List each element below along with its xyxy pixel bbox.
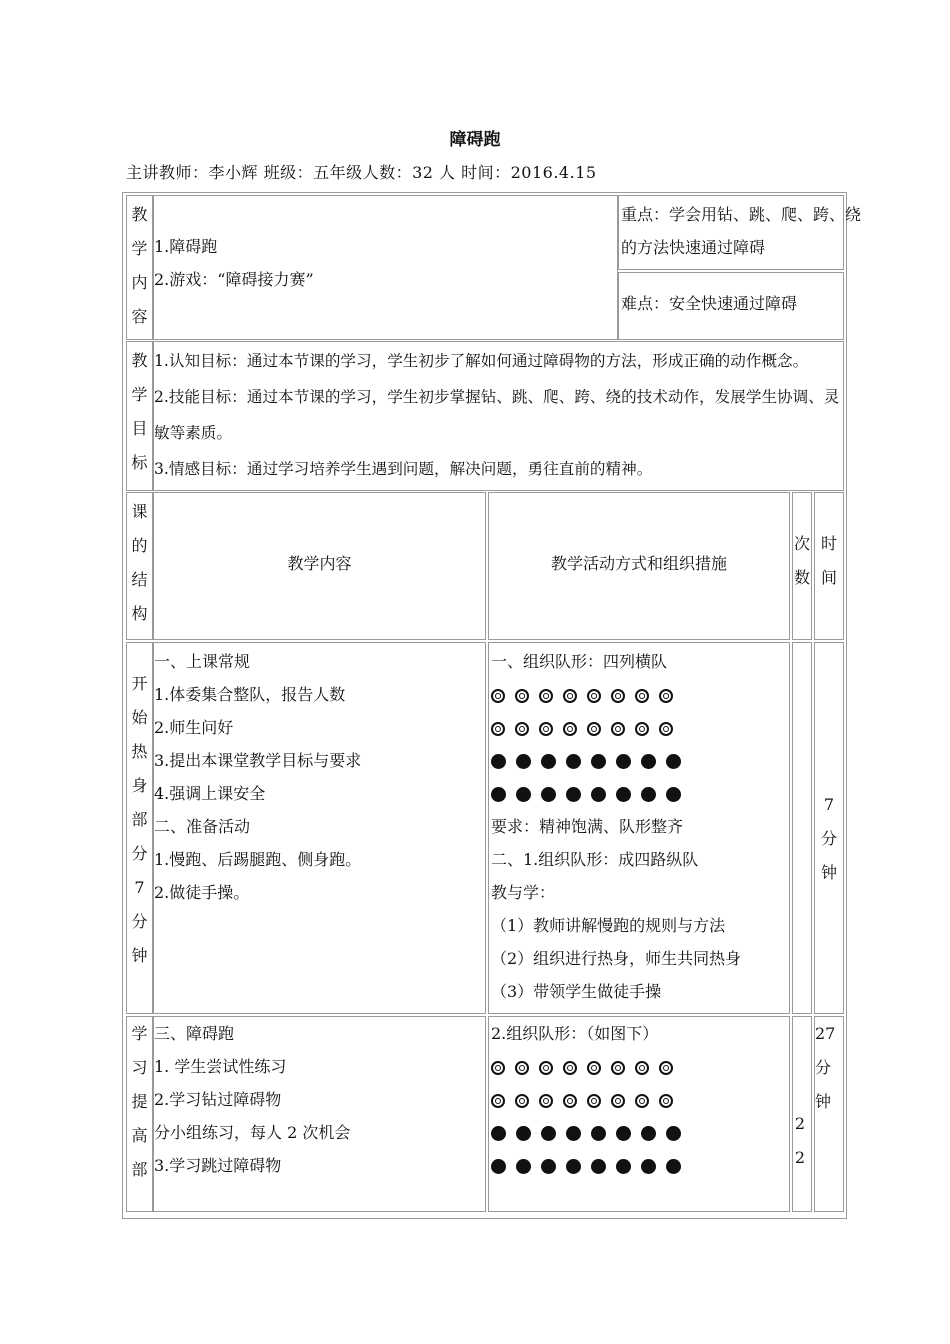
ring-marker-icon	[659, 722, 673, 736]
ring-marker-icon	[539, 1061, 553, 1075]
dot-marker-icon	[641, 787, 656, 802]
dot-marker-icon	[516, 1126, 531, 1141]
dot-marker-icon	[666, 1159, 681, 1174]
content-items: 1.障碍跑 2.游戏：“障碍接力赛”	[154, 237, 314, 289]
lesson-meta: 主讲教师：李小辉 班级：五年级人数：32 人 时间：2016.4.15	[126, 163, 597, 182]
warmup-formation-row-3	[491, 744, 741, 777]
warmup-time-cell	[814, 642, 844, 1014]
ring-marker-icon	[659, 1061, 673, 1075]
study-time: 27 分 钟	[815, 1024, 836, 1111]
header-count: 次 数	[793, 534, 810, 587]
dot-marker-icon	[566, 1159, 581, 1174]
study-formation-row-2	[491, 1083, 691, 1116]
structure-label-cell	[126, 492, 153, 640]
ring-marker-icon	[515, 689, 529, 703]
content-label: 教 学 内 容	[131, 205, 148, 326]
dot-marker-icon	[666, 787, 681, 802]
key-point: 重点：学会用钻、跳、爬、跨、绕 的方法快速通过障碍	[621, 205, 862, 257]
dot-marker-icon	[491, 1159, 506, 1174]
dot-marker-icon	[591, 1159, 606, 1174]
study-count: 2 2	[794, 1114, 806, 1167]
difficulty-cell	[618, 272, 844, 340]
warmup-label-cell	[126, 642, 153, 1014]
dot-marker-icon	[491, 754, 506, 769]
study-formation-row-1	[491, 1050, 691, 1083]
header-activity-cell	[488, 492, 790, 640]
study-activity: 2.组织队形：（如图下）	[491, 1017, 691, 1182]
ring-marker-icon	[635, 689, 649, 703]
dot-marker-icon	[616, 1159, 631, 1174]
ring-marker-icon	[611, 689, 625, 703]
ring-marker-icon	[635, 1061, 649, 1075]
ring-marker-icon	[611, 722, 625, 736]
warmup-activity-cell	[488, 642, 790, 1014]
dot-marker-icon	[516, 754, 531, 769]
dot-marker-icon	[616, 1126, 631, 1141]
header-time: 时 间	[820, 534, 837, 587]
study-label-cell	[126, 1016, 153, 1212]
dot-marker-icon	[591, 787, 606, 802]
dot-marker-icon	[641, 754, 656, 769]
header-time-cell	[814, 492, 844, 640]
dot-marker-icon	[516, 787, 531, 802]
warmup-activity: 一、组织队形：四列横队 要求：精神饱满、队形整齐 二、1.组织队形：成四路纵队 教与学： （1）教师讲解慢跑的规则与方法 （2）组织进行热身，师生共同热身 （3）带领学生做徒手操	[491, 652, 742, 1001]
dot-marker-icon	[541, 787, 556, 802]
study-time-cell	[814, 1016, 844, 1212]
dot-marker-icon	[566, 754, 581, 769]
difficulty: 难点：安全快速通过障碍	[621, 294, 798, 313]
ring-marker-icon	[587, 689, 601, 703]
ring-marker-icon	[491, 1061, 505, 1075]
ring-marker-icon	[515, 1094, 529, 1108]
ring-marker-icon	[563, 1094, 577, 1108]
dot-marker-icon	[541, 1126, 556, 1141]
ring-marker-icon	[491, 1094, 505, 1108]
content-label-cell	[126, 195, 153, 340]
study-count-cell	[792, 1016, 812, 1212]
ring-marker-icon	[635, 1094, 649, 1108]
document-title: 障碍跑	[449, 130, 501, 150]
ring-marker-icon	[659, 1094, 673, 1108]
dot-marker-icon	[666, 754, 681, 769]
dot-marker-icon	[616, 754, 631, 769]
objectives-cell	[153, 341, 844, 491]
warmup-count-cell	[792, 642, 812, 1014]
ring-marker-icon	[491, 722, 505, 736]
dot-marker-icon	[641, 1159, 656, 1174]
warmup-label: 开 始 热 身 部 分 7 分 钟	[131, 674, 148, 965]
warmup-content: 一、上课常规 1.体委集合整队，报告人数 2.师生问好 3.提出本课堂教学目标与要求 4.强调上课安全 二、准备活动 1.慢跑、后踢腿跑、侧身跑。 2.做徒手操。	[154, 652, 362, 902]
study-content-cell	[153, 1016, 486, 1212]
dot-marker-icon	[566, 787, 581, 802]
ring-marker-icon	[563, 1061, 577, 1075]
key-point-cell	[618, 195, 862, 270]
dot-marker-icon	[541, 754, 556, 769]
dot-marker-icon	[566, 1126, 581, 1141]
warmup-content-cell	[153, 642, 486, 1014]
ring-marker-icon	[587, 722, 601, 736]
ring-marker-icon	[539, 1094, 553, 1108]
ring-marker-icon	[611, 1061, 625, 1075]
dot-marker-icon	[591, 1126, 606, 1141]
objectives-label-cell	[126, 341, 153, 491]
ring-marker-icon	[611, 1094, 625, 1108]
ring-marker-icon	[587, 1094, 601, 1108]
ring-marker-icon	[515, 722, 529, 736]
ring-marker-icon	[563, 689, 577, 703]
study-label: 学 习 提 高 部	[131, 1024, 148, 1179]
dot-marker-icon	[491, 1126, 506, 1141]
ring-marker-icon	[515, 1061, 529, 1075]
header-count-cell	[792, 492, 812, 640]
dot-marker-icon	[666, 1126, 681, 1141]
objectives-label: 教 学 目 标	[131, 351, 148, 472]
study-content: 三、障碍跑 1. 学生尝试性练习 2.学习钻过障碍物 分小组练习，每人 2 次机会 3.学习跳过障碍物	[154, 1024, 351, 1175]
content-items-cell	[153, 195, 618, 340]
ring-marker-icon	[659, 689, 673, 703]
dot-marker-icon	[491, 787, 506, 802]
objectives-text: 1.认知目标：通过本节课的学习，学生初步了解如何通过障碍物的方法，形成正确的动作概念。 2.技能目标：通过本节课的学习，学生初步掌握钻、跳、爬、跨、绕的技术动作，发展学生协调、灵 敏等素质。 3.情感目标：通过学习培养学生遇到问题，解决问题，勇往直前的精神。	[154, 352, 840, 478]
warmup-formation-row-2	[491, 711, 741, 744]
ring-marker-icon	[587, 1061, 601, 1075]
dot-marker-icon	[516, 1159, 531, 1174]
ring-marker-icon	[539, 689, 553, 703]
dot-marker-icon	[541, 1159, 556, 1174]
warmup-formation-row-4	[491, 777, 741, 810]
header-activity: 教学活动方式和组织措施	[550, 554, 727, 573]
dot-marker-icon	[616, 787, 631, 802]
study-formation-row-4	[491, 1149, 691, 1182]
ring-marker-icon	[563, 722, 577, 736]
warmup-formation-row-1	[491, 678, 741, 711]
study-formation-row-3	[491, 1116, 691, 1149]
ring-marker-icon	[635, 722, 649, 736]
ring-marker-icon	[491, 689, 505, 703]
structure-label: 课 的 结 构	[131, 502, 148, 623]
dot-marker-icon	[591, 754, 606, 769]
header-content-cell	[153, 492, 486, 640]
ring-marker-icon	[539, 722, 553, 736]
header-content: 教学内容	[287, 554, 352, 573]
warmup-time: 7 分 钟	[820, 795, 837, 882]
dot-marker-icon	[641, 1126, 656, 1141]
study-activity-cell	[488, 1016, 790, 1212]
